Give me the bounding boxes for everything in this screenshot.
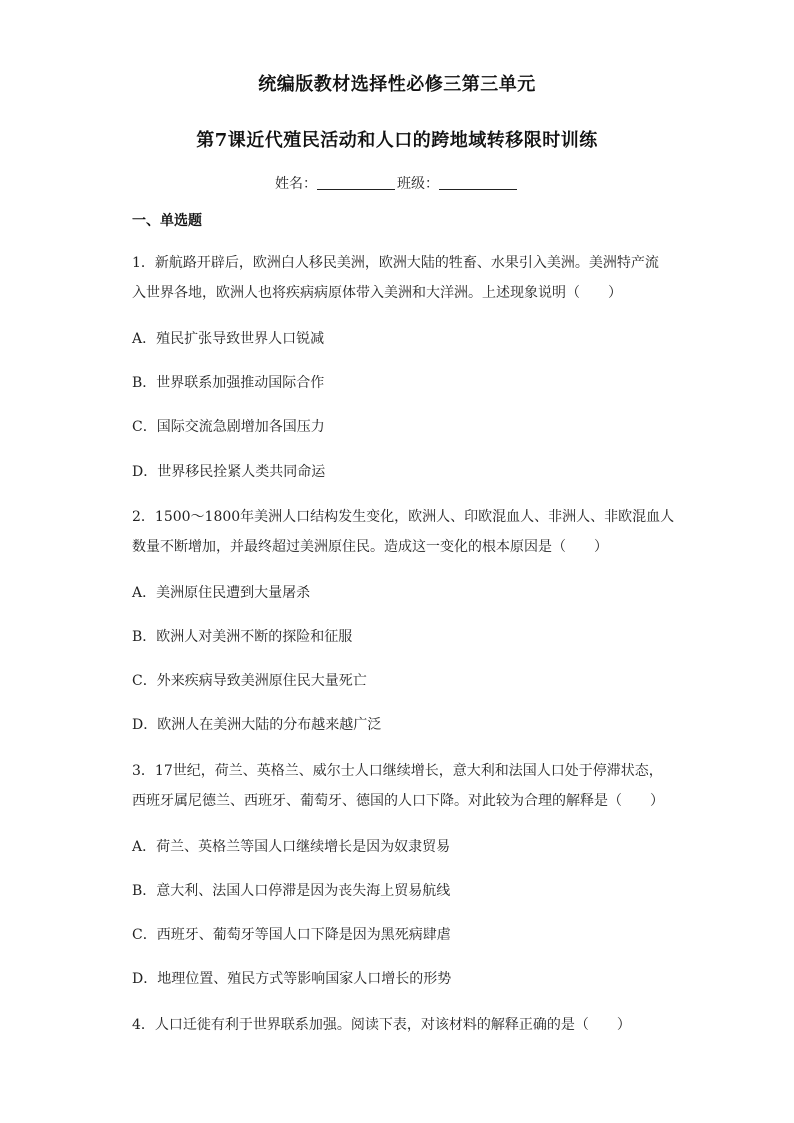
class-label: 班级：	[397, 176, 439, 192]
question-2-option-c: C．外来疾病导致美洲原住民大量死亡	[132, 673, 367, 689]
document-title-line-1: 统编版教材选择性必修三第三单元	[258, 74, 536, 95]
question-3-option-c: C．西班牙、葡萄牙等国人口下降是因为黑死病肆虐	[132, 927, 451, 943]
name-blank[interactable]	[317, 175, 395, 190]
question-1-option-a: A．殖民扩张导致世界人口锐减	[132, 331, 325, 347]
class-blank[interactable]	[439, 175, 517, 190]
question-3-option-a: A．荷兰、英格兰等国人口继续增长是因为奴隶贸易	[132, 839, 451, 855]
question-3-option-d: D．地理位置、殖民方式等影响国家人口增长的形势	[132, 971, 452, 987]
student-info-line	[0, 173, 794, 193]
question-1-line-1: 1．新航路开辟后，欧洲白人移民美洲，欧洲大陆的牲畜、水果引入美洲。美洲特产流	[132, 255, 659, 271]
question-3-option-b: B．意大利、法国人口停滞是因为丧失海上贸易航线	[132, 883, 451, 899]
question-1-option-b: B．世界联系加强推动国际合作	[132, 375, 325, 391]
question-2-option-b: B．欧洲人对美洲不断的探险和征服	[132, 629, 353, 645]
question-3-line-1: 3．17世纪，荷兰、英格兰、威尔士人口继续增长，意大利和法国人口处于停滞状态，	[132, 763, 663, 779]
question-2-option-a: A．美洲原住民遭到大量屠杀	[132, 585, 311, 601]
document-title-line-2: 第7课近代殖民活动和人口的跨地域转移限时训练	[196, 130, 598, 151]
name-label: 姓名：	[275, 176, 317, 192]
question-1-option-d: D．世界移民拴紧人类共同命运	[132, 464, 326, 480]
section-heading: 一、单选题	[132, 213, 202, 229]
question-1-option-c: C．国际交流急剧增加各国压力	[132, 419, 325, 435]
question-3-line-2: 西班牙属尼德兰、西班牙、葡萄牙、德国的人口下降。对此较为合理的解释是（ ）	[132, 793, 664, 809]
question-2-line-1: 2．1500～1800年美洲人口结构发生变化，欧洲人、印欧混血人、非洲人、非欧混血人	[132, 509, 675, 525]
question-2-line-2: 数量不断增加，并最终超过美洲原住民。造成这一变化的根本原因是（ ）	[132, 539, 608, 555]
question-1-line-2: 入世界各地，欧洲人也将疾病病原体带入美洲和大洋洲。上述现象说明（ ）	[132, 285, 622, 301]
question-4-line-1: 4．人口迁徙有利于世界联系加强。阅读下表，对该材料的解释正确的是（ ）	[132, 1017, 631, 1033]
question-2-option-d: D．欧洲人在美洲大陆的分布越来越广泛	[132, 717, 382, 733]
